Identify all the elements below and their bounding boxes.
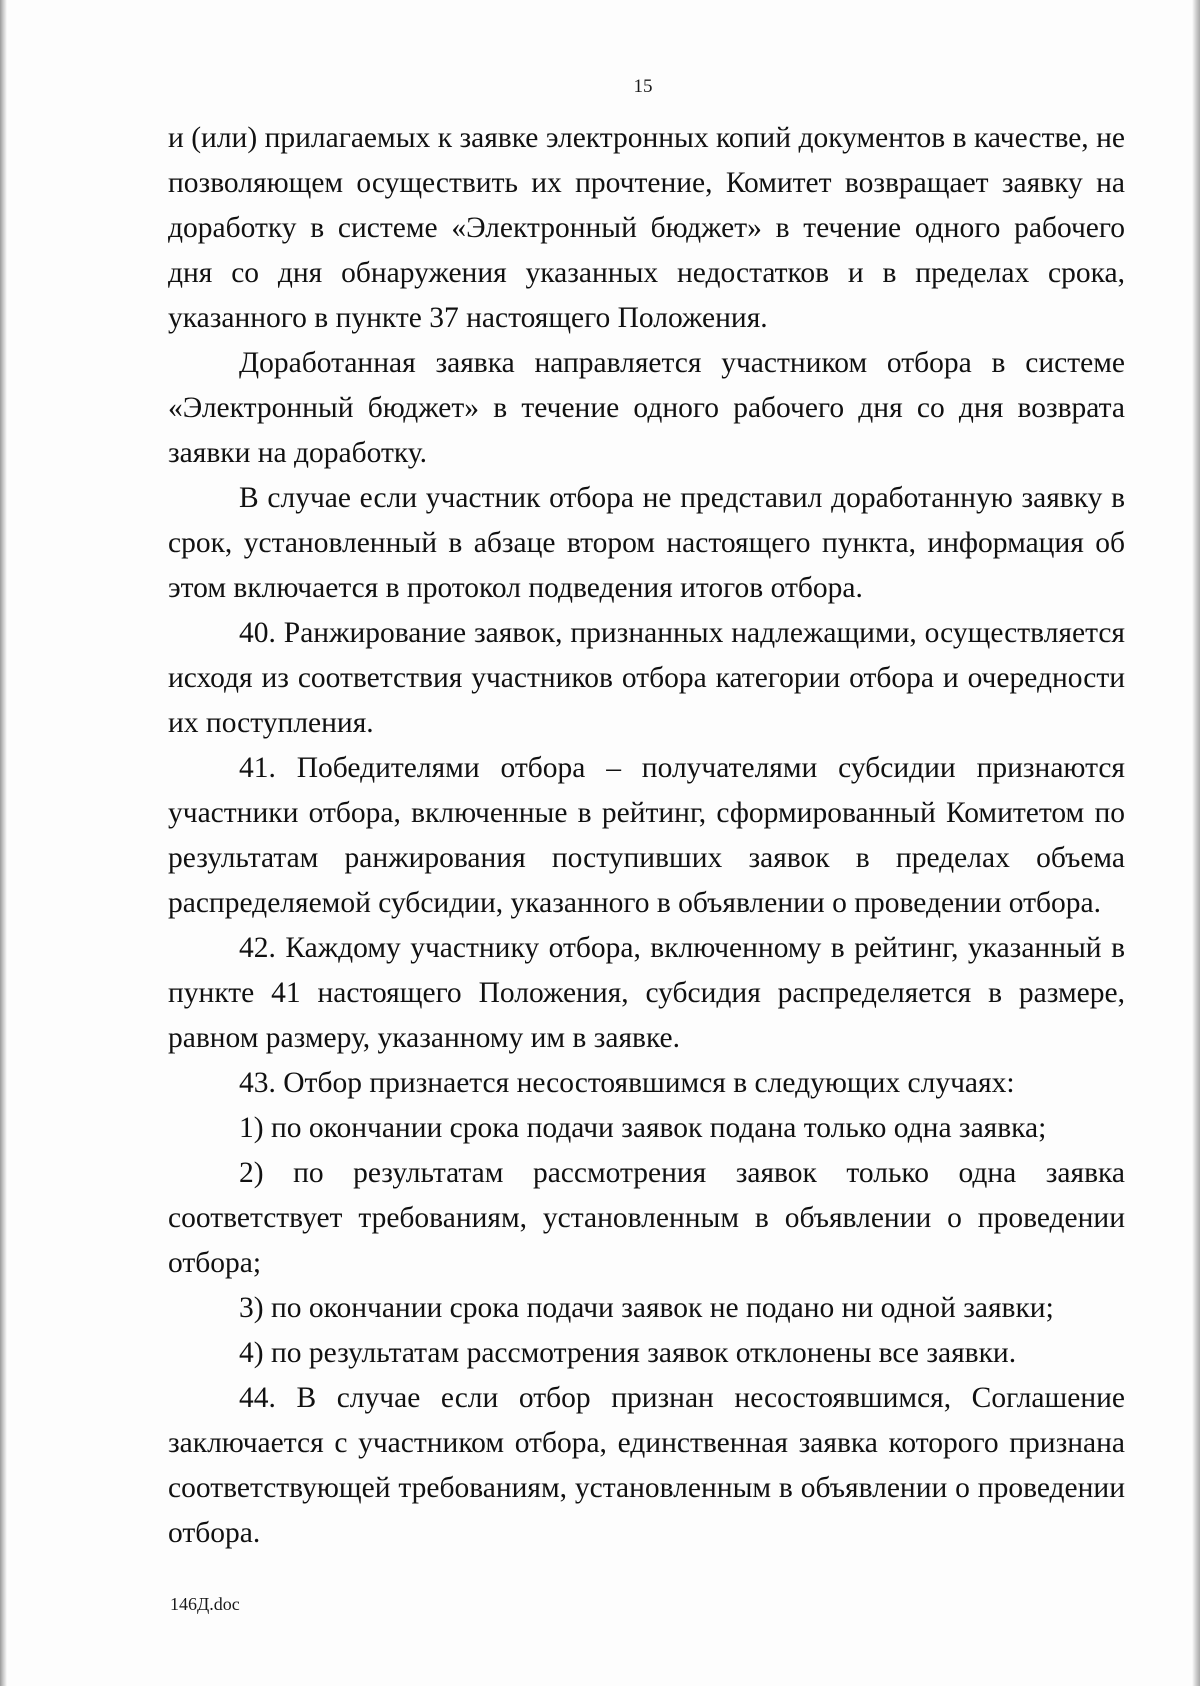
page-number: 15 — [633, 76, 653, 97]
footer-filename: 146Д.doc — [170, 1594, 240, 1614]
paragraph-item-43: 43. Отбор признается несостоявшимся в следующих случаях: — [239, 1067, 1015, 1099]
paragraph-not-submitted: В случае если участник отбора не представил доработанную заявку в срок, установленный в абзаце втором настоящего пункта, информация об этом включается в протокол подведения итогов отбора. — [168, 482, 1125, 604]
paragraph-item-41: 41. Победителями отбора – получателями субсидии признаются участники отбора, включенные в рейтинг, сформированный Комитетом по результатам ранжирования поступивших заявок в пределах объема распределяемой субсидии, указанного в объявлении о проведении отбора. — [168, 752, 1125, 919]
list-item-4: 4) по результатам рассмотрения заявок отклонены все заявки. — [239, 1337, 1017, 1369]
document-body — [168, 116, 1125, 1556]
paragraph-revised-application: Доработанная заявка направляется участником отбора в системе «Электронный бюджет» в течение одного рабочего дня со дня возврата заявки на доработку. — [168, 347, 1125, 469]
scan-edge-left — [0, 0, 7, 1686]
paragraph-item-40: 40. Ранжирование заявок, признанных надлежащими, осуществляется исходя из соответствия участников отбора категории отбора и очередности их поступления. — [168, 617, 1125, 739]
paragraph-item-44: 44. В случае если отбор признан несостоявшимся, Соглашение заключается с участником отбора, единственная заявка которого признана соответствующей требованиям, установленным в объявлении о проведении отбора. — [168, 1382, 1125, 1549]
paragraph-item-42: 42. Каждому участнику отбора, включенному в рейтинг, указанный в пункте 41 настоящего Положения, субсидия распределяется в размере, равном размеру, указанному им в заявке. — [168, 932, 1125, 1054]
list-item-1: 1) по окончании срока подачи заявок подана только одна заявка; — [239, 1112, 1047, 1144]
list-item-3: 3) по окончании срока подачи заявок не подано ни одной заявки; — [239, 1292, 1054, 1324]
list-item-2: 2) по результатам рассмотрения заявок только одна заявка соответствует требованиям, установленным в объявлении о проведении отбора; — [168, 1157, 1125, 1279]
scan-edge-right — [1192, 0, 1200, 1686]
paragraph-continuation: и (или) прилагаемых к заявке электронных копий документов в качестве, не позволяющем осуществить их прочтение, Комитет возвращает заявку на доработку в системе «Электронный бюджет» в течение одного рабочего дня со дня обнаружения указанных недостатков и в пределах срока, указанного в пункте 37 настоящего Положения. — [168, 122, 1125, 334]
